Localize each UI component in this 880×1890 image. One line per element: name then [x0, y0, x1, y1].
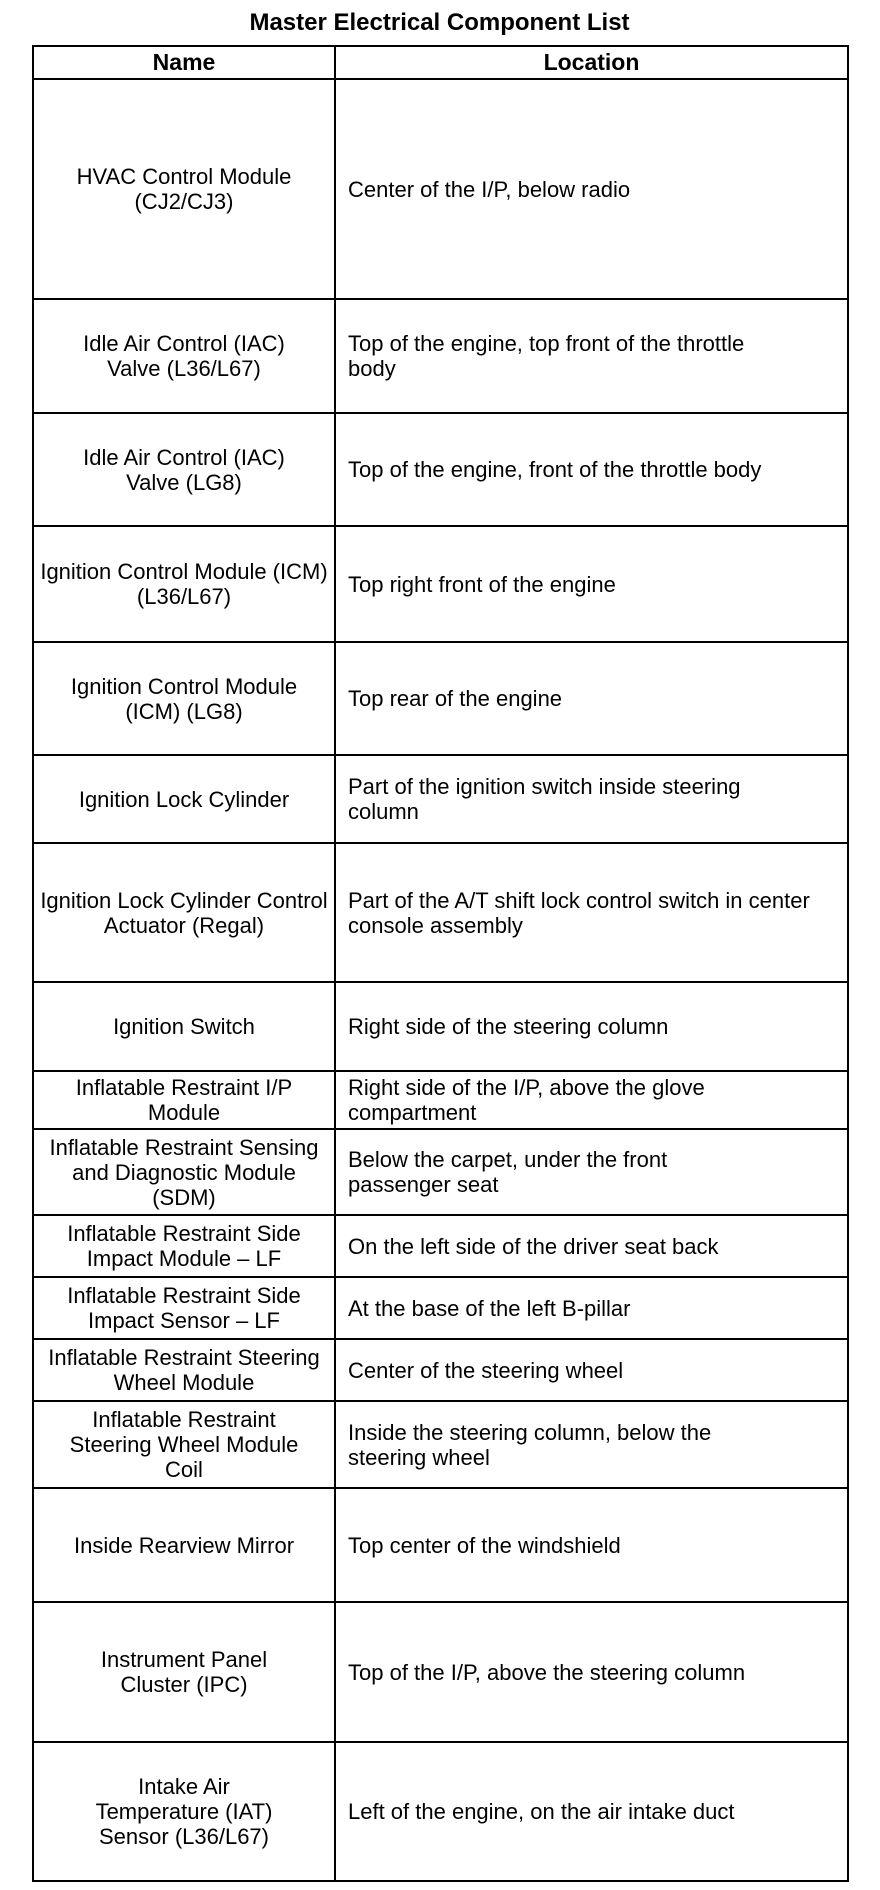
- row-name: Idle Air Control (IAC) Valve (LG8): [33, 413, 335, 526]
- row-name: Ignition Control Module (ICM) (LG8): [33, 642, 335, 755]
- row-name: Instrument Panel Cluster (IPC): [33, 1602, 335, 1742]
- row-name: Inflatable Restraint Steering Wheel Module Coil: [33, 1401, 335, 1488]
- row-name: Inside Rearview Mirror: [33, 1488, 335, 1602]
- table-row: [33, 982, 848, 1071]
- table-row: [33, 1071, 848, 1129]
- row-name: Intake Air Temperature (IAT) Sensor (L36/L67): [33, 1742, 335, 1881]
- row-location: On the left side of the driver seat back: [335, 1215, 848, 1277]
- table-row: [33, 299, 848, 413]
- table-row: [33, 1742, 848, 1881]
- row-name: Inflatable Restraint Steering Wheel Module: [33, 1339, 335, 1401]
- table-row: [33, 1339, 848, 1401]
- row-name: Ignition Switch: [33, 982, 335, 1071]
- row-name: Inflatable Restraint Sensing and Diagnostic Module (SDM): [33, 1129, 335, 1215]
- table-row: [33, 755, 848, 843]
- row-name: Ignition Lock Cylinder: [33, 755, 335, 843]
- header-location: Location: [335, 46, 848, 79]
- header-row: [33, 46, 848, 79]
- table-row: [33, 1401, 848, 1488]
- header-name: Name: [33, 46, 335, 79]
- row-location: Top rear of the engine: [335, 642, 848, 755]
- row-location: Center of the I/P, below radio: [335, 79, 848, 299]
- page-title: Master Electrical Component List: [249, 9, 630, 36]
- row-location: Below the carpet, under the front passenger seat: [335, 1129, 848, 1215]
- component-table: [32, 45, 849, 1882]
- row-location: Center of the steering wheel: [335, 1339, 848, 1401]
- row-location: Top of the engine, front of the throttle body: [335, 413, 848, 526]
- row-name: Inflatable Restraint Side Impact Module – LF: [33, 1215, 335, 1277]
- row-location: Part of the ignition switch inside steering column: [335, 755, 848, 843]
- row-location: Right side of the I/P, above the glove compartment: [335, 1071, 848, 1129]
- row-name: Ignition Control Module (ICM) (L36/L67): [33, 526, 335, 642]
- row-location: Top of the engine, top front of the throttle body: [335, 299, 848, 413]
- row-name: Inflatable Restraint I/P Module: [33, 1071, 335, 1129]
- row-location: Top right front of the engine: [335, 526, 848, 642]
- table-row: [33, 1602, 848, 1742]
- row-location: At the base of the left B-pillar: [335, 1277, 848, 1339]
- row-location: Top of the I/P, above the steering column: [335, 1602, 848, 1742]
- row-location: Inside the steering column, below the steering wheel: [335, 1401, 848, 1488]
- table-row: [33, 526, 848, 642]
- row-location: Left of the engine, on the air intake duct: [335, 1742, 848, 1881]
- table-row: [33, 79, 848, 299]
- row-location: Part of the A/T shift lock control switch in center console assembly: [335, 843, 848, 982]
- table-row: [33, 413, 848, 526]
- table-row: [33, 1277, 848, 1339]
- row-location: Right side of the steering column: [335, 982, 848, 1071]
- table-row: [33, 642, 848, 755]
- table-row: [33, 1488, 848, 1602]
- row-name: HVAC Control Module (CJ2/CJ3): [33, 79, 335, 299]
- table-row: [33, 1129, 848, 1215]
- row-name: Ignition Lock Cylinder Control Actuator (Regal): [33, 843, 335, 982]
- row-location: Top center of the windshield: [335, 1488, 848, 1602]
- table-row: [33, 843, 848, 982]
- row-name: Inflatable Restraint Side Impact Sensor – LF: [33, 1277, 335, 1339]
- row-name: Idle Air Control (IAC) Valve (L36/L67): [33, 299, 335, 413]
- table-row: [33, 1215, 848, 1277]
